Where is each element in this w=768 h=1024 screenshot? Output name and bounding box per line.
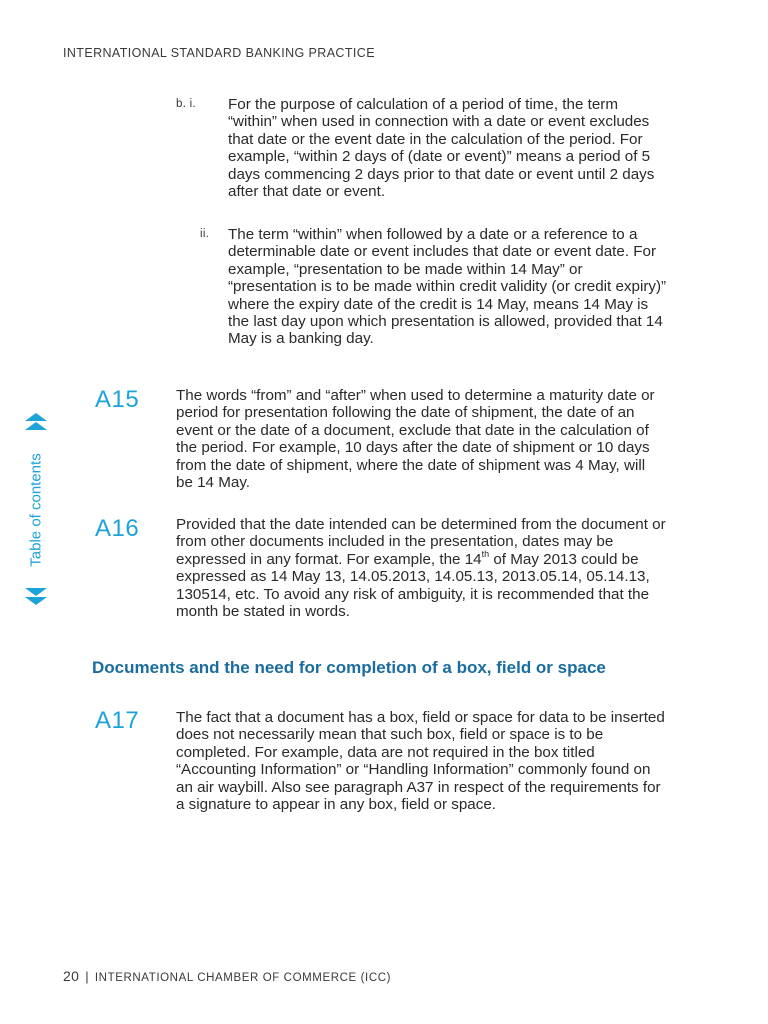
footer-separator: | (85, 969, 89, 984)
subitem-marker-ii: ii. (200, 228, 210, 240)
paragraph-a15-text: The words “from” and “after” when used to determine a maturity date or period for presentation following the date of shipment, the date of an event or the date of a document, exclude that date in the calculation of the period. For example, 10 days after the date of shipment or 10 days from the date of shipment, where the date of shipment was 4 May, will be 14 May. (176, 387, 655, 492)
paragraph-number-a16: A16 (95, 515, 140, 542)
double-chevron-down-icon[interactable] (24, 586, 48, 606)
table-of-contents-tab[interactable] (22, 412, 50, 608)
a16-text-part2: of May 2013 could be expressed as 14 May 13, 14.05.2013, 14.05.13, 2013.05.14, 05.14.13, 130514, etc. To avoid any risk of ambiguity, it is recommended that the month be stated in words. (176, 550, 650, 621)
paragraph-number-a15: A15 (95, 386, 140, 413)
footer-organization: INTERNATIONAL CHAMBER OF COMMERCE (ICC) (94, 972, 392, 984)
page-footer (63, 968, 391, 984)
paragraph-a17-text: The fact that a document has a box, field or space for data to be inserted does not necessarily mean that such box, field or space is to be completed. For example, data are not required in the box titled “Accounting Information” or “Handling Information” commonly found on an air waybill. Also see paragraph A37 in respect of the requirements for a signature to appear in any box, field or space. (176, 709, 665, 814)
subitem-ii-text: The term “within” when followed by a date or a reference to a determinable date or event includes that date or event date. For example, “presentation to be made within 14 May” or “presentation is to be made within credit validity (or credit expiry)” where the expiry date of the credit is 14 May, means 14 May is the last day upon which presentation is allowed, provided that 14 May is a banking day. (228, 226, 667, 348)
running-header: INTERNATIONAL STANDARD BANKING PRACTICE (63, 46, 375, 60)
table-of-contents-label[interactable]: Table of contents (27, 453, 45, 567)
page-number: 20 (63, 968, 80, 984)
subitem-b-i-text: For the purpose of calculation of a period of time, the term “within” when used in connection with a date or event excludes that date or the event date in the calculation of the period. For example, “within 2 days of (date or event)” means a period of 5 days commencing 2 days prior to that date or event until 2 days after that date or event. (228, 96, 655, 201)
section-heading: Documents and the need for completion of a box, field or space (92, 658, 606, 677)
paragraph-number-a17: A17 (95, 707, 140, 734)
subitem-marker-b-i: b. i. (176, 98, 197, 110)
double-chevron-up-icon[interactable] (24, 412, 48, 432)
paragraph-a16-text (176, 516, 666, 620)
a16-text-part1: Provided that the date intended can be determined from the document or from other documents included in the presentation, dates may be expressed in any format. For example, the 14 (176, 516, 666, 568)
a16-superscript: th (481, 548, 490, 559)
